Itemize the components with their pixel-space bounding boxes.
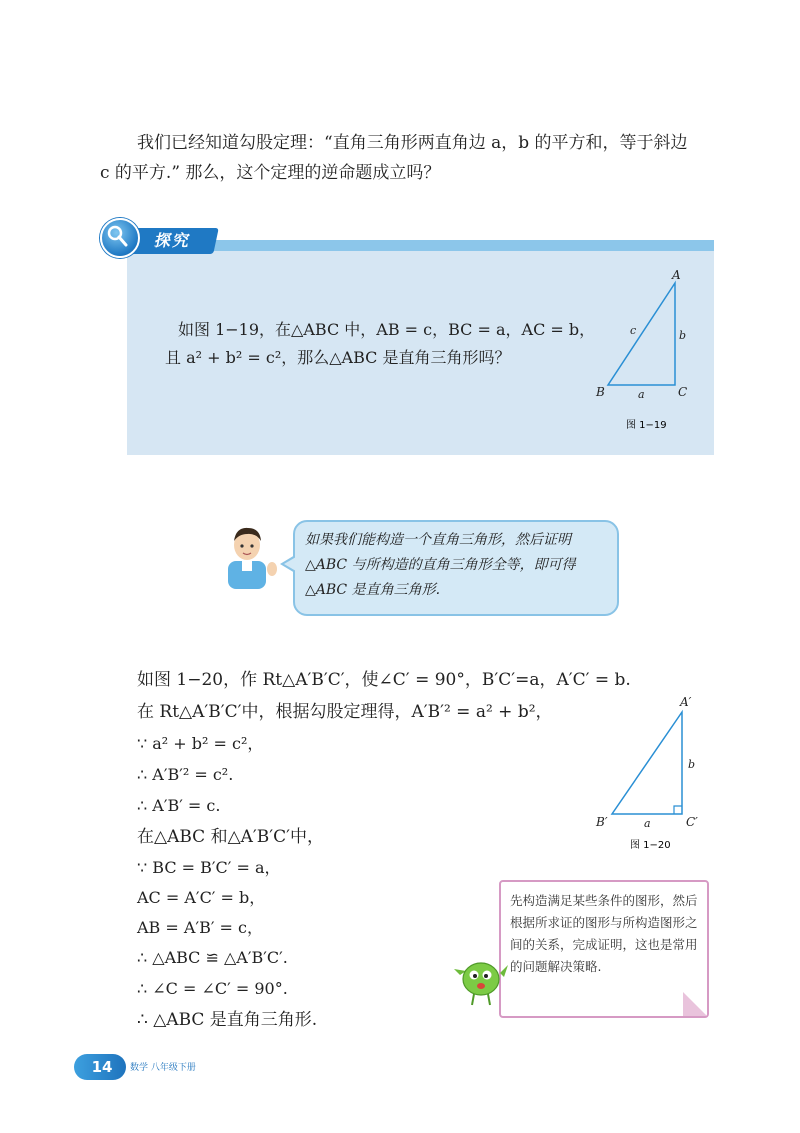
explore-question-line-2: 且 a² + b² = c²，那么△ABC 是直角三角形吗？	[165, 348, 511, 367]
proof-line-8: AC = A′C′ = b，	[137, 888, 266, 907]
fig19-caption: 图 1−19	[626, 420, 667, 431]
right-angle-mark	[674, 806, 682, 814]
proof-line-1: 如图 1−20，作 Rt△A′B′C′，使∠C′ = 90°，B′C′=a，A′C′ = b.	[137, 670, 631, 690]
intro-line-2: c 的平方.” 那么，这个定理的逆命题成立吗？	[100, 163, 441, 183]
explore-icon	[100, 218, 140, 258]
explore-question-line-1: 如图 1−19，在△ABC 中，AB = c，BC = a，AC = b，	[178, 320, 596, 339]
proof-line-2: 在 Rt△A′B′C′中，根据勾股定理得，A′B′² = a² + b²，	[137, 702, 553, 722]
proof-line-9: AB = A′B′ = c，	[137, 918, 264, 937]
fig20-vertex-b: B′	[596, 815, 608, 829]
page-number: 14	[91, 1058, 113, 1076]
fig19-vertex-b: B	[596, 385, 605, 399]
mascot-icon	[452, 955, 510, 1007]
fig20-side-b: b	[688, 758, 696, 771]
note-fold-corner	[683, 992, 707, 1016]
proof-line-3: ∵ a² + b² = c²，	[137, 734, 264, 753]
intro-line-1: 我们已经知道勾股定理：“直角三角形两直角边 a，b 的平方和，等于斜边	[137, 133, 688, 153]
footer-book-title: 数学 八年级下册	[130, 1063, 196, 1073]
fig20-vertex-a: A′	[680, 695, 692, 709]
fig19-vertex-a: A	[672, 268, 681, 282]
fig19-side-a: a	[638, 388, 645, 401]
proof-line-4: ∴ A′B′² = c².	[137, 765, 234, 784]
fig19-vertex-c: C	[678, 385, 688, 399]
speech-bubble-text: 如果我们能构造一个直角三角形，然后证明△ABC 与所构造的直角三角形全等，即可得△ABC 是直角三角形.	[305, 532, 576, 598]
strategy-note-text: 先构造满足某些条件的图形，然后根据所求证的图形与所构造图形之间的关系，完成证明，这也是常用的问题解决策略.	[510, 893, 698, 974]
explore-label: 探究	[127, 228, 219, 254]
proof-line-10: ∴ △ABC ≌ △A′B′C′.	[137, 948, 288, 967]
fig20-vertex-c: C′	[686, 815, 698, 829]
fig20-side-a: a	[644, 817, 651, 830]
bubble-tail-inner	[284, 557, 296, 571]
proof-line-5: ∴ A′B′ = c.	[137, 796, 221, 815]
fig19-side-b: b	[679, 329, 687, 342]
fig20-caption: 图 1−20	[630, 840, 671, 851]
figure-1-20	[590, 690, 710, 855]
teacher-avatar	[220, 525, 280, 590]
proof-line-7: ∵ BC = B′C′ = a，	[137, 858, 281, 877]
fig19-side-c: c	[630, 324, 637, 337]
triangle-a-prime-b-prime-c-prime	[612, 712, 682, 814]
triangle-abc	[608, 283, 675, 385]
figure-1-19	[590, 265, 700, 435]
proof-line-12: ∴ △ABC 是直角三角形.	[137, 1010, 318, 1030]
proof-line-6: 在△ABC 和△A′B′C′中，	[137, 827, 324, 847]
proof-line-11: ∴ ∠C = ∠C′ = 90°.	[137, 979, 288, 998]
